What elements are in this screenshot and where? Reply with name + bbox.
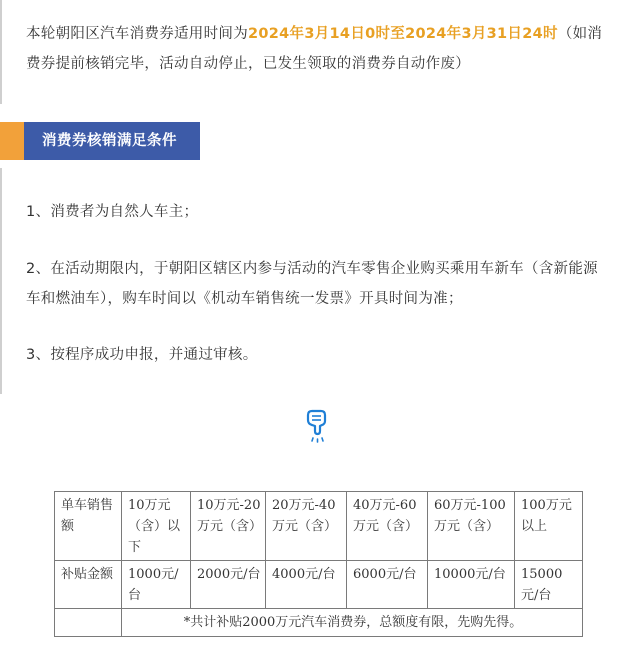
subsidy-cell: 4000元/台: [266, 561, 347, 609]
subsidy-cell: 10000元/台: [428, 561, 515, 609]
subsidy-table: [54, 491, 583, 637]
intro-paragraph: [26, 19, 610, 79]
price-range-cell: 40万元-60万元（含）: [347, 492, 428, 561]
subsidy-cell: 1000元/台: [122, 561, 191, 609]
section-header-accent: [0, 122, 24, 160]
section-title: 消费券核销满足条件: [42, 133, 177, 149]
table-row: [55, 492, 583, 561]
pointing-down-hand-icon: [303, 407, 331, 447]
left-rule: [0, 0, 2, 104]
intro-prefix: 本轮朝阳区汽车消费券适用时间为: [26, 26, 248, 42]
table-row: [55, 561, 583, 609]
condition-item: 1、消费者为自然人车主；: [26, 204, 199, 220]
price-range-cell: 100万元以上: [515, 492, 583, 561]
row-header-subsidy: 补贴金额: [55, 561, 122, 609]
condition-item: 2、在活动期限内，于朝阳区辖区内参与活动的汽车零售企业购买乘用车新车（含新能源车和燃油车），购车时间以《机动车销售统一发票》开具时间为准；: [26, 261, 598, 307]
intro-suffix: （如消费券提前核销完毕，活动自动停止，已发生领取的消费券自动作废）: [26, 26, 603, 72]
subsidy-cell: 6000元/台: [347, 561, 428, 609]
subsidy-cell: 2000元/台: [191, 561, 266, 609]
price-range-cell: 20万元-40万元（含）: [266, 492, 347, 561]
empty-cell: [55, 609, 122, 637]
price-range-cell: 60万元-100万元（含）: [428, 492, 515, 561]
price-range-cell: 10万元（含）以下: [122, 492, 191, 561]
intro-period: 2024年3月14日0时至2024年3月31日24时: [248, 26, 558, 42]
row-header-sales: 单车销售额: [55, 492, 122, 561]
condition-item: 3、按程序成功申报，并通过审核。: [26, 347, 258, 363]
table-row: [55, 609, 583, 637]
left-rule: [0, 168, 2, 394]
table-note: *共计补贴2000万元汽车消费券，总额度有限，先购先得。: [122, 609, 583, 637]
price-range-cell: 10万元-20万元（含）: [191, 492, 266, 561]
section-header: [0, 122, 202, 160]
subsidy-cell: 15000元/台: [515, 561, 583, 609]
